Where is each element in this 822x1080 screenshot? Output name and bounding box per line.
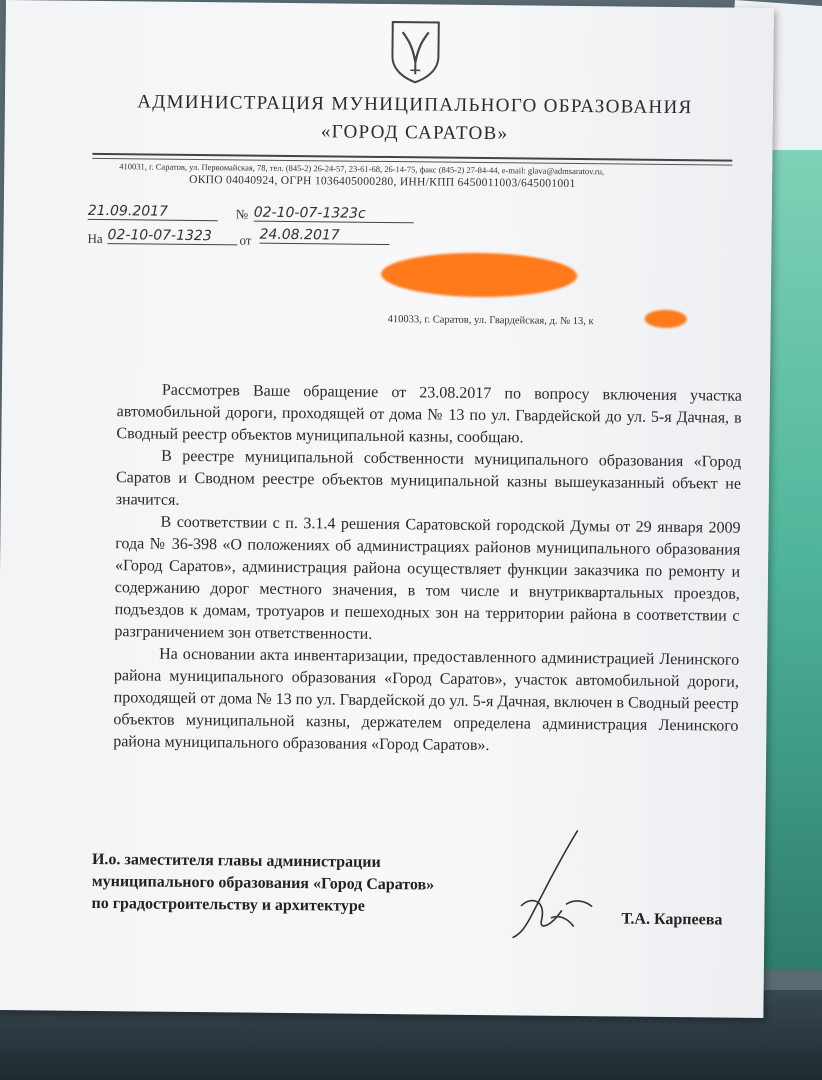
reply-to-label: На <box>87 230 103 247</box>
signatory-title <box>91 849 434 919</box>
body-paragraph: В реестре муниципальной собственности муниципального образования «Город Саратов и Сводном реестре объектов муниципальной казны вышеуказанный объект не значится. <box>115 447 742 509</box>
reply-to-date: 24.08.2017 <box>259 227 389 245</box>
body-paragraph: Рассмотрев Ваше обращение от 23.08.2017 по вопросу включения участка автомобильной дороги, проходящей от дома № 13 по ул. Гвардейской до ул. 5-я Дачная, в Сводный реестр объектов муниципальной казны, сообщаю. <box>116 381 742 447</box>
handwritten-signature <box>491 825 622 946</box>
signatory-name: Т.А. Карпеева <box>621 910 723 929</box>
signatory-title-line: по градостроительству и архитектуре <box>91 894 365 915</box>
signatory-title-line: муниципального образования «Город Саратов» <box>91 872 435 894</box>
reply-to-number: 02-10-07-1323 <box>107 227 237 245</box>
saratov-coat-of-arms-icon <box>388 18 443 85</box>
from-label: от <box>239 232 252 248</box>
org-contacts: 410031, г. Саратов, ул. Первомайская, 78, тел. (845-2) 26-24-57, 23-61-68, 26-14-75, факс (845-2) 27-84-44, e-mail: glava@admsaratov.ru, <box>119 161 605 177</box>
redacted-apartment-number <box>645 310 687 328</box>
org-codes: ОКПО 04040924, ОГРН 1036405000280, ИНН/КПП 6450011003/645001001 <box>189 173 576 190</box>
org-name-line2: «ГОРОД САРАТОВ» <box>320 121 509 145</box>
outgoing-number: 02-10-07-1323с <box>254 205 414 224</box>
outgoing-date: 21.09.2017 <box>88 203 218 221</box>
org-name-line1: АДМИНИСТРАЦИЯ МУНИЦИПАЛЬНОГО ОБРАЗОВАНИЯ <box>137 91 693 119</box>
letter-body <box>113 379 742 760</box>
number-label: № <box>235 206 249 222</box>
recipient-address: 410033, г. Саратов, ул. Гвардейская, д. № 13, к <box>387 314 594 328</box>
body-paragraph: В соответствии с п. 3.1.4 решения Саратовской городской Думы от 29 января 2009 года № 36-398 «О положениях об администрациях районов муниципального образования «Город Саратов», администрация района осуществляет функции заказчика по ремонту и содержанию дорог местного значения, в том числе и внутриквартальных проездов, подъездов к домам, тротуаров и пешеходных зон на территории района в соответствии с разграничением зон ответственности. <box>114 513 741 643</box>
redacted-recipient-name <box>381 252 577 298</box>
body-paragraph: На основании акта инвентаризации, предоставленного администрацией Ленинского района муниципального образования «Город Саратов», участок автомобильной дороги, проходящей от дома № 13 по ул. Гвардейской до ул. 5-я Дачная, включен в Сводный реестр объектов муниципальной казны, держателем определена администрация Ленинского района муниципального образования «Город Саратов». <box>113 645 740 755</box>
signatory-title-line: И.о. заместителя главы администрации <box>91 850 381 871</box>
